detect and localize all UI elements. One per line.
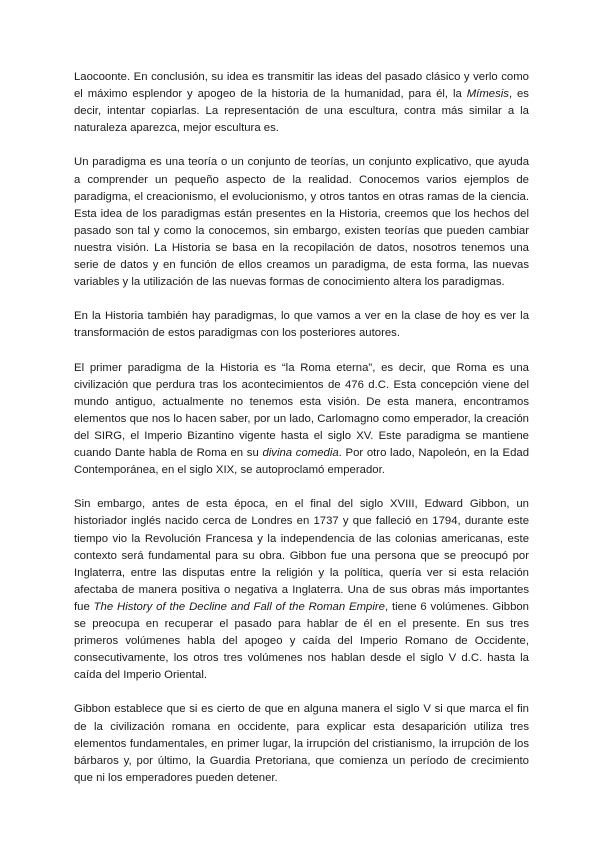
text-run: El primer paradigma de la Historia es “la Roma eterna”, es decir, que Roma es una civilización que perdura tras los acontecimientos de 476 d.C. Esta concepción viene del mundo antiguo, actualmente no tenemos esta visión. De esta manera, encontramos elementos que nos lo hacen saber, por un lado, Carlomagno como emperador, la creación del SIRG, el Imperio Bizantino vigente hasta el siglo XV. Este paradigma se mantiene cuando Dante habla de Roma en su: [74, 361, 529, 460]
italic-title-decline-and-fall: The History of the Decline and Fall of the Roman Empire: [93, 600, 385, 613]
italic-title-divina-comedia: divina comedia: [262, 447, 339, 460]
text-run: En la Historia también hay paradigmas, lo que vamos a ver en la clase de hoy es ver la transformación de estos paradigmas con los posteriores autores.: [74, 310, 529, 340]
text-run: Gibbon establece que si es cierto de que en alguna manera el siglo V si que marca el fin de la civilización romana en occidente, para explicar esta desaparición utiliza tres elementos fundamentales, en primer lugar, la irrupción del cristianismo, la irrupción de los bárbaros y, por último, la Guardia Pretoriana, que comienza un período de crecimiento que ni los emperadores pueden detener.: [74, 703, 529, 784]
paragraph-roma-eterna: [74, 360, 529, 480]
text-run: Un paradigma es una teoría o un conjunto de teorías, un conjunto explicativo, que ayuda a comprender un pequeño aspecto de la realidad. Conocemos varios ejemplos de paradigma, el creacionismo, el evolucionismo, y otros tantos en otras ramas de la ciencia. Esta idea de los paradigmas están presentes en la Historia, creemos que los hechos del pasado son tal y como la conocemos, sin embargo, existen teorías que pueden cambiar nuestra visión. La Historia se basa en la recopilación de datos, nosotros tenemos una serie de datos y en función de ellos creamos un paradigma, de esta forma, las nuevas variables y la utilización de las nuevas formas de conocimiento altera los paradigmas.: [74, 156, 529, 289]
text-run: , es decir, intentar copiarlas. La representación de una escultura, contra más similar a la naturaleza aparezca, mejor escultura es.: [74, 88, 529, 135]
paragraph-paradigmas-historia: [74, 308, 529, 342]
paragraph-edward-gibbon: [74, 496, 529, 684]
paragraph-laocoonte: [74, 69, 529, 137]
text-run: Laocoonte. En conclusión, su idea es transmitir las ideas del pasado clásico y verlo como el máximo esplendor y apogeo de la historia de la humanidad, para él, la: [74, 71, 529, 101]
text-run: , tiene 6 volúmenes. Gibbon se preocupa en recuperar el pasado para hablar de él en el presente. En sus tres primeros volúmenes habla del apogeo y caída del Imperio Romano de Occidente, consecutivamente, los otros tres volúmenes nos hablan desde el siglo V d.C. hasta la caída del Imperio Oriental.: [74, 600, 529, 682]
paragraph-paradigma-definicion: [74, 154, 529, 291]
text-run: Sin embargo, antes de esta época, en el final del siglo XVIII, Edward Gibbon, un historiador inglés nacido cerca de Londres en 1737 y que falleció en 1794, durante este tiempo vio la Revolución Francesa y la independencia de las colonias americanas, este contexto será fundamental para su obra. Gibbon fue una persona que se preocupó por Inglaterra, entre las disputas entre la religión y la política, quería ver si esta relación afectaba de manera positiva o negativa a Inglaterra. Una de sus obras más importantes fue: [74, 498, 529, 613]
text-run: . Por otro lado, Napoleón, en la Edad Contemporánea, en el siglo XIX, se autoproclamó emperador.: [74, 447, 530, 477]
body-text: [74, 69, 529, 787]
paragraph-gibbon-siglo-v: [74, 701, 529, 786]
italic-term-mimesis: Mímesis: [466, 88, 509, 101]
